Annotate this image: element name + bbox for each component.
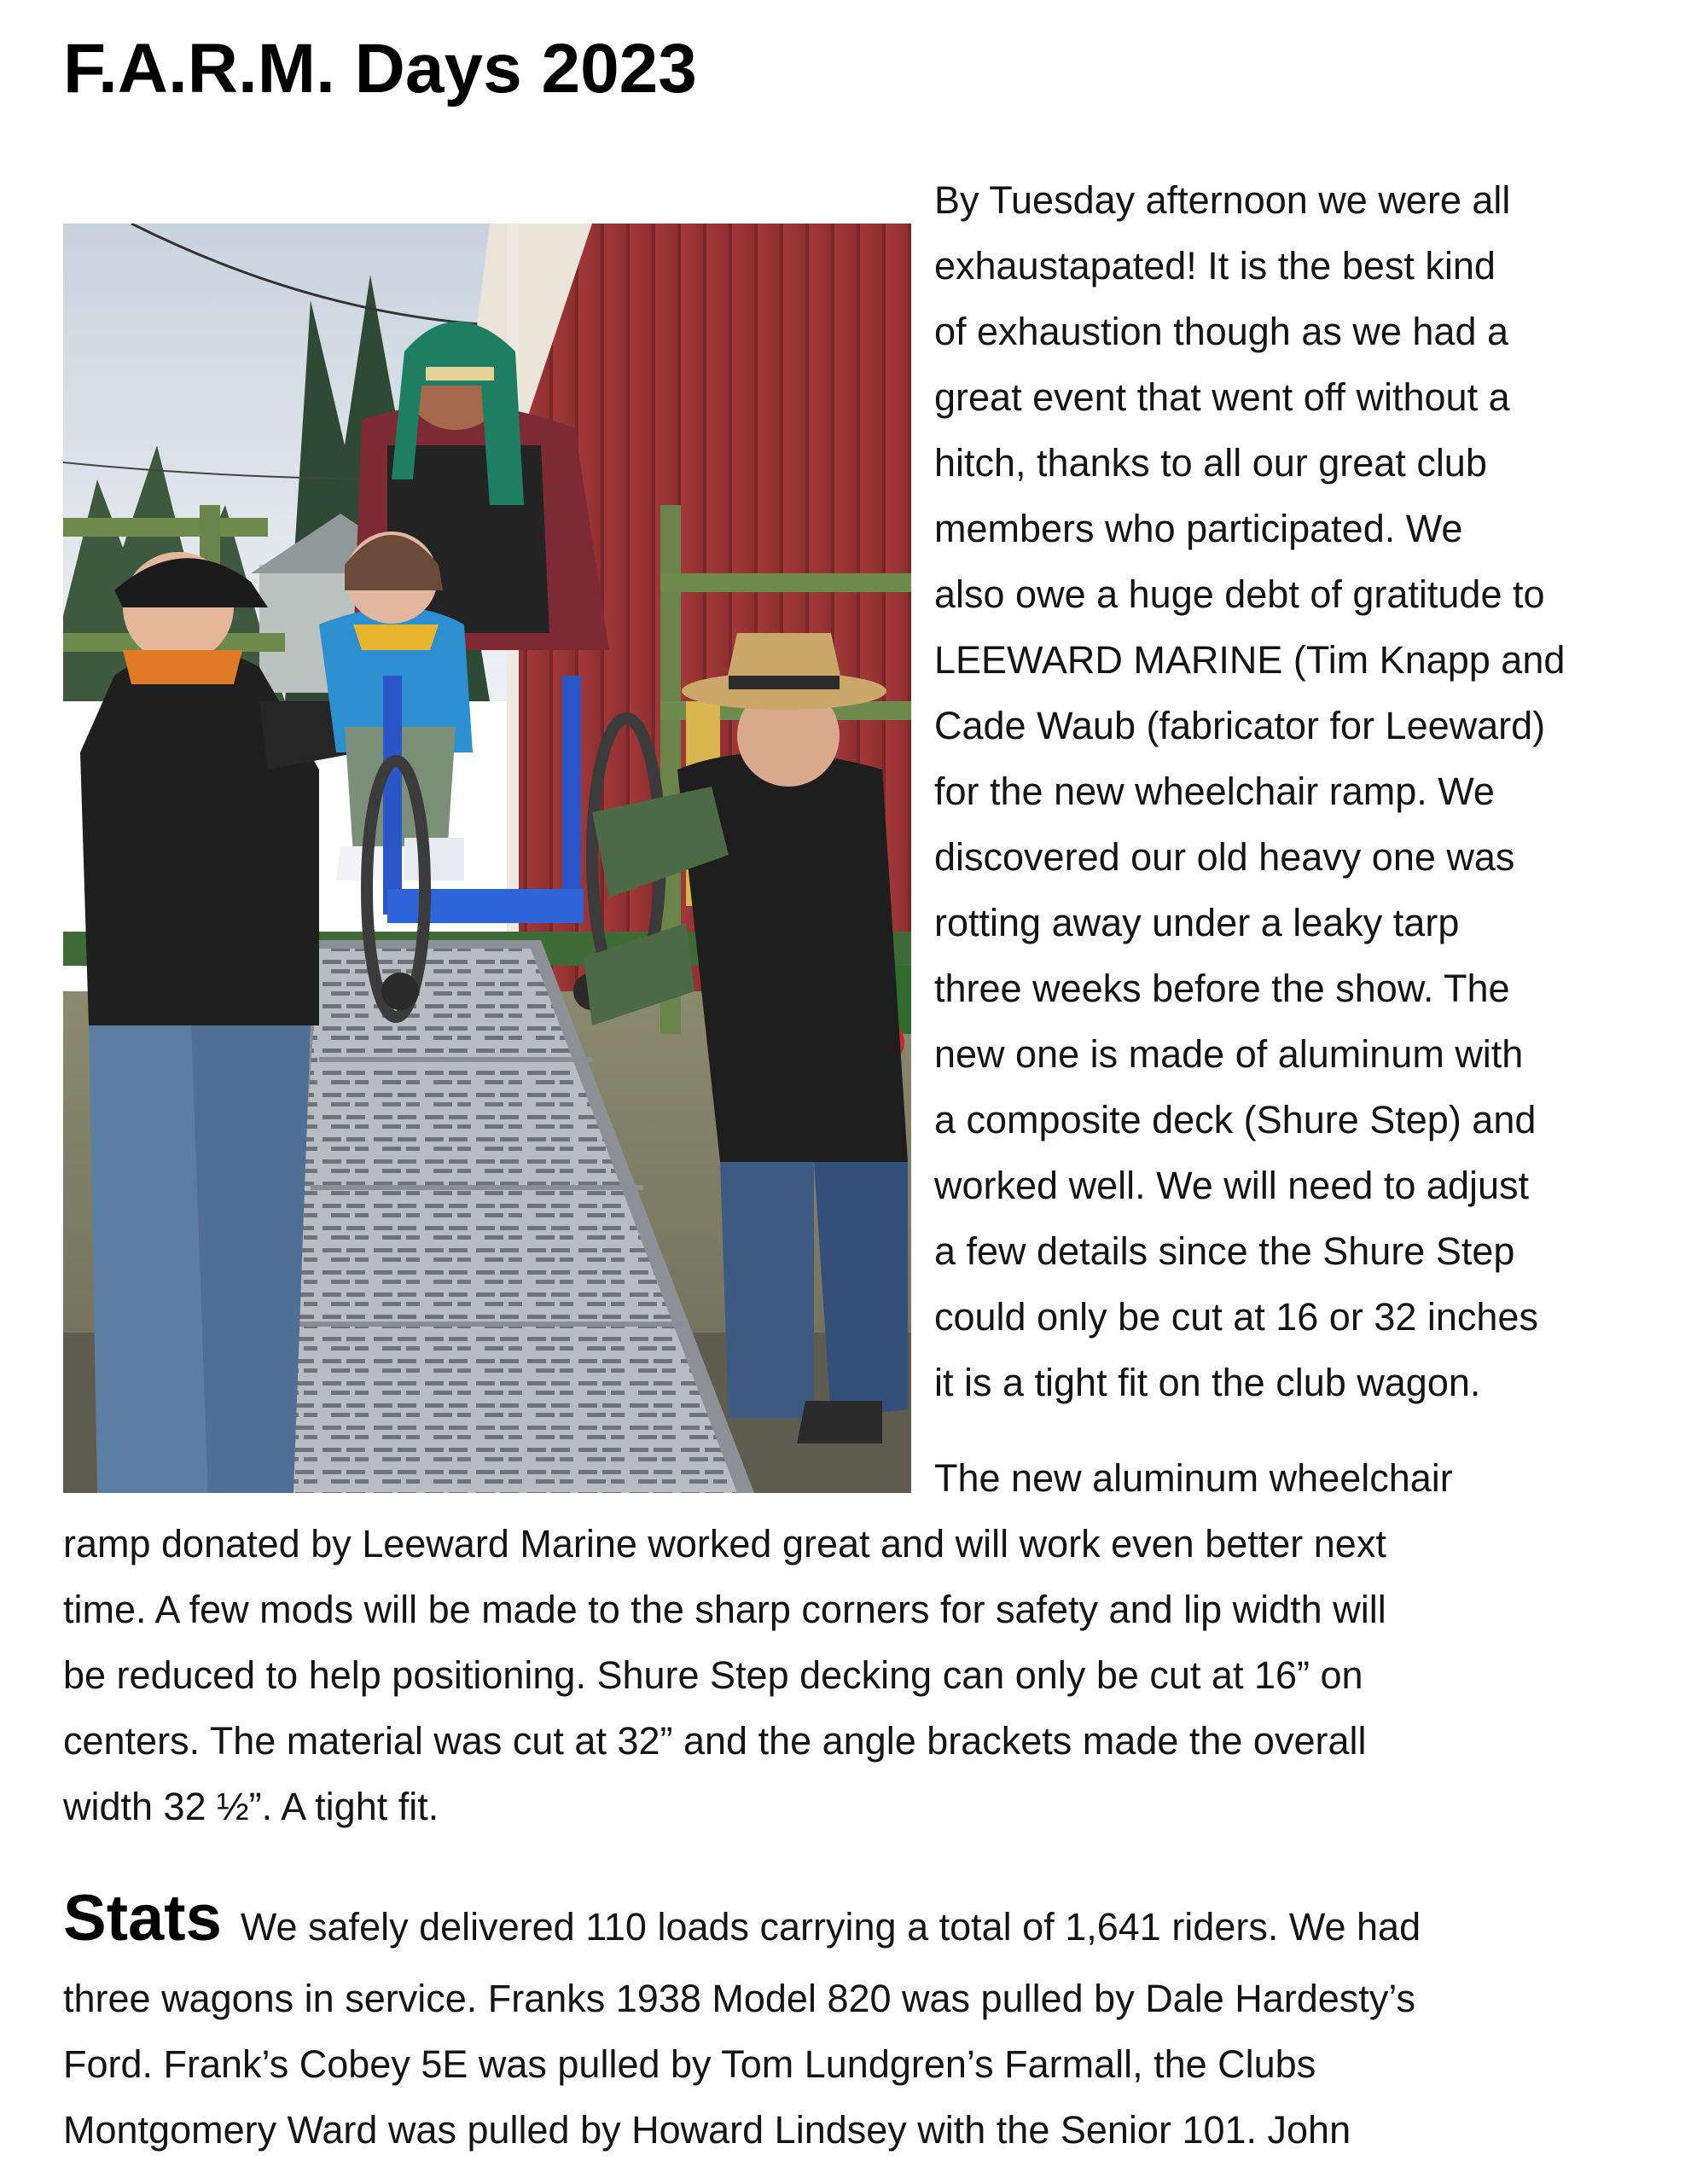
ramp-line: The new aluminum wheelchair [934, 1456, 1453, 1500]
intro-line: discovered our old heavy one was [934, 835, 1515, 879]
intro-line: hitch, thanks to all our great club [934, 441, 1487, 485]
ramp-line: centers. The material was cut at 32” and the angle brackets made the overall [63, 1719, 1367, 1763]
intro-paragraph [934, 167, 1651, 1415]
stats-heading: Stats [63, 1882, 222, 1955]
stats-line: Montgomery Ward was pulled by Howard Lindsey with the Senior 101. John [63, 2108, 1351, 2152]
article-title: F.A.R.M. Days 2023 [63, 30, 697, 107]
intro-line: a composite deck (Shure Step) and [934, 1098, 1537, 1141]
ramp-line: be reduced to help positioning. Shure Step decking can only be cut at 16” on [63, 1653, 1363, 1697]
ramp-line: time. A few mods will be made to the sharp corners for safety and lip width will [63, 1588, 1386, 1631]
ramp-paragraph [63, 1445, 1650, 1839]
intro-line: also owe a huge debt of gratitude to [934, 572, 1545, 616]
intro-line: three weeks before the show. The [934, 967, 1510, 1010]
stats-first-line [63, 1882, 1667, 1966]
intro-line: rotting away under a leaky tarp [934, 901, 1460, 944]
intro-line: could only be cut at 16 or 32 inches [934, 1295, 1538, 1339]
intro-line: new one is made of aluminum with [934, 1032, 1524, 1076]
intro-line: members who participated. We [934, 507, 1463, 550]
ramp-line: width 32 ½”. A tight fit. [63, 1785, 439, 1828]
stats-line: three wagons in service. Franks 1938 Model 820 was pulled by Dale Hardesty’s [63, 1977, 1415, 2020]
intro-line: worked well. We will need to adjust [934, 1164, 1529, 1207]
stats-line: Ford. Frank’s Cobey 5E was pulled by Tom Lundgren’s Farmall, the Clubs [63, 2042, 1316, 2086]
intro-line: great event that went off without a [934, 375, 1510, 419]
stats-line: We safely delivered 110 loads carrying a total of 1,641 riders. We had [240, 1905, 1421, 1949]
stats-section [63, 1882, 1667, 2163]
intro-line: Cade Waub (fabricator for Leeward) [934, 704, 1546, 747]
intro-line: of exhaustion though as we had a [934, 310, 1509, 353]
intro-line: exhaustapated! It is the best kind [934, 244, 1496, 288]
intro-line: it is a tight fit on the club wagon. [934, 1361, 1481, 1404]
wheelchair-ramp-photo [63, 224, 911, 1493]
ramp-line: ramp donated by Leeward Marine worked great and will work even better next [63, 1522, 1386, 1565]
intro-line: for the new wheelchair ramp. We [934, 770, 1495, 813]
intro-line: By Tuesday afternoon we were all [934, 178, 1511, 222]
intro-line: LEEWARD MARINE (Tim Knapp and [934, 638, 1566, 682]
intro-line: a few details since the Shure Step [934, 1229, 1515, 1273]
